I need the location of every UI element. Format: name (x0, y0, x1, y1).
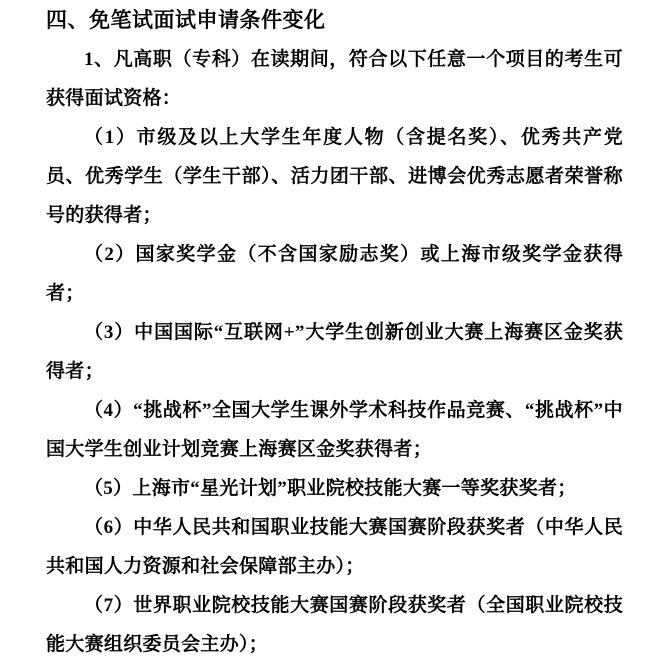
paragraph: （7）世界职业院校技能大赛国赛阶段获奖者（全国职业院校技能大赛组织委员会主办）； (46, 595, 623, 655)
paragraph: （4）“挑战杯”全国大学生课外学术科技作品竞赛、“挑战杯”中国大学生创业计划竞赛上海赛区金奖获得者； (46, 400, 623, 460)
paragraph: （1）市级及以上大学生年度人物（含提名奖）、优秀共产党员、优秀学生（学生干部）、活力团干部、进博会优秀志愿者荣誉称号的获得者； (46, 127, 623, 226)
paragraph: （5）上海市“星光计划”职业院校技能大赛一等奖获奖者； (84, 478, 577, 499)
paragraph: 1、凡高职（专科）在读期间，符合以下任意一个项目的考生可获得面试资格： (46, 49, 623, 109)
paragraph: （3）中国国际“互联网+”大学生创新创业大赛上海赛区金奖获得者； (46, 322, 623, 382)
document-body (46, 40, 623, 664)
paragraph: （2）国家奖学金（不含国家励志奖）或上海市级奖学金获得者； (46, 244, 623, 304)
paragraph: （6）中华人民共和国职业技能大赛国赛阶段获奖者（中华人民共和国人力资源和社会保障部主办）； (46, 517, 623, 577)
section-heading: 四、免笔试面试申请条件变化 (46, 8, 326, 32)
